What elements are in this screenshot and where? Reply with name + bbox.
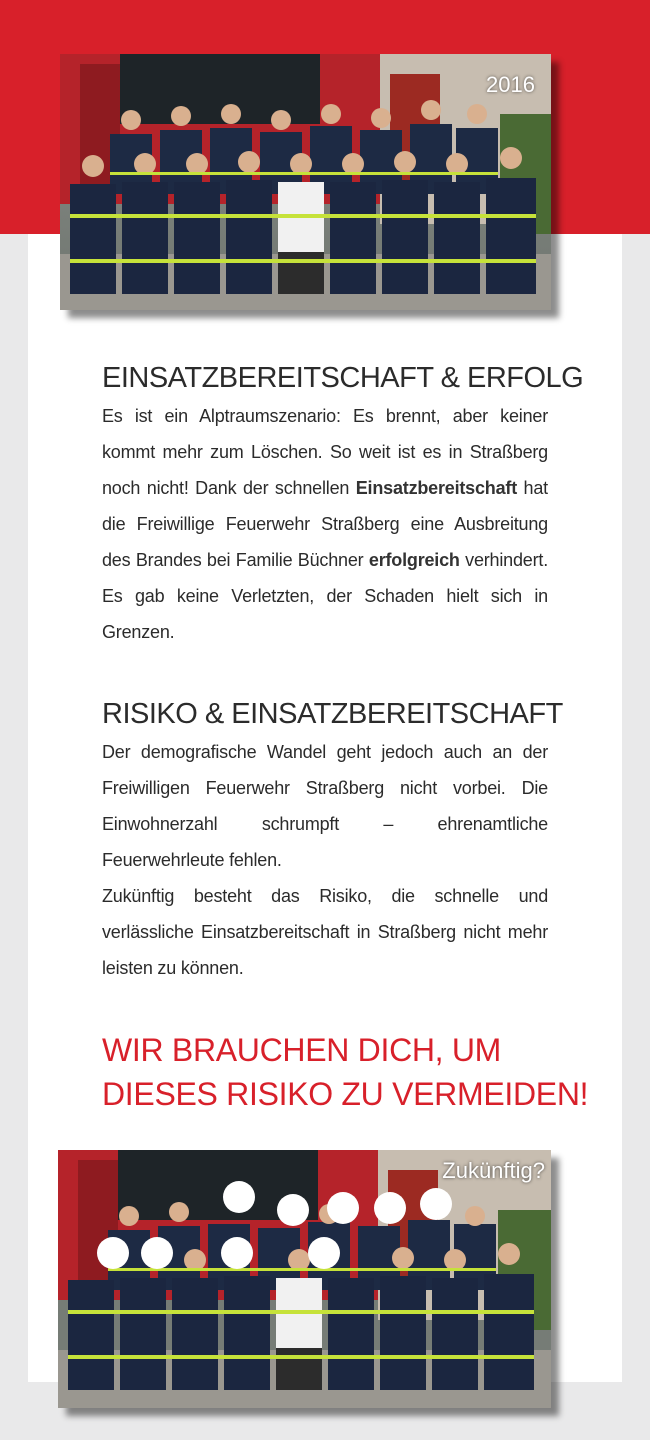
section1-text-part3: verhindert. Es gab keine Verletzten, der Schaden hielt sich in Grenzen. [102, 550, 548, 642]
group-photo-future [58, 1150, 551, 1408]
group-photo-2016 [60, 54, 551, 310]
call-to-action-line1: WIR BRAUCHEN DICH, UM [102, 1032, 502, 1068]
call-to-action-line2: DIESES RISIKO ZU VERMEIDEN! [102, 1076, 589, 1112]
section1-highlight-erfolgreich: erfolgreich [368, 550, 460, 570]
call-to-action [102, 1028, 589, 1116]
section-risiko-einsatzbereitschaft [102, 694, 563, 986]
section-einsatzbereitschaft-erfolg [102, 358, 584, 650]
section1-highlight-einsatzbereitschaft: Einsatzbereitschaft [355, 478, 517, 498]
section2-paragraph1: Der demografische Wandel geht jedoch auch an der Freiwilligen Feuerwehr Straßberg nicht vorbei. Die Einwohnerzahl schrumpft – ehrenamtliche Feuerwehrleute fehlen. [102, 742, 548, 870]
group-photo-illustration [60, 54, 551, 310]
year-label: 2016 [486, 72, 535, 97]
section2-paragraph2: Zukünftig besteht das Risiko, die schnelle und verlässliche Einsatzbereitschaft in Straßberg nicht mehr leisten zu können. [102, 886, 548, 978]
section1-text [102, 398, 548, 650]
group-photo-future-illustration [58, 1150, 551, 1408]
section2-heading: RISIKO & EINSATZBEREITSCHAFT [102, 698, 563, 730]
future-label: Zukünftig? [442, 1158, 545, 1183]
section1-text-part1: Es ist ein Alptraumszenario: Es brennt, aber keiner kommt mehr zum Löschen. So weit ist es in Straßberg noch nicht! Dank der schnellen [102, 406, 548, 498]
section1-heading: EINSATZBEREITSCHAFT & ERFOLG [102, 362, 584, 394]
section1-text-part2: hat die Freiwillige Feuerwehr Straßberg eine Ausbreitung des Brandes bei Familie Büchner [102, 478, 548, 570]
